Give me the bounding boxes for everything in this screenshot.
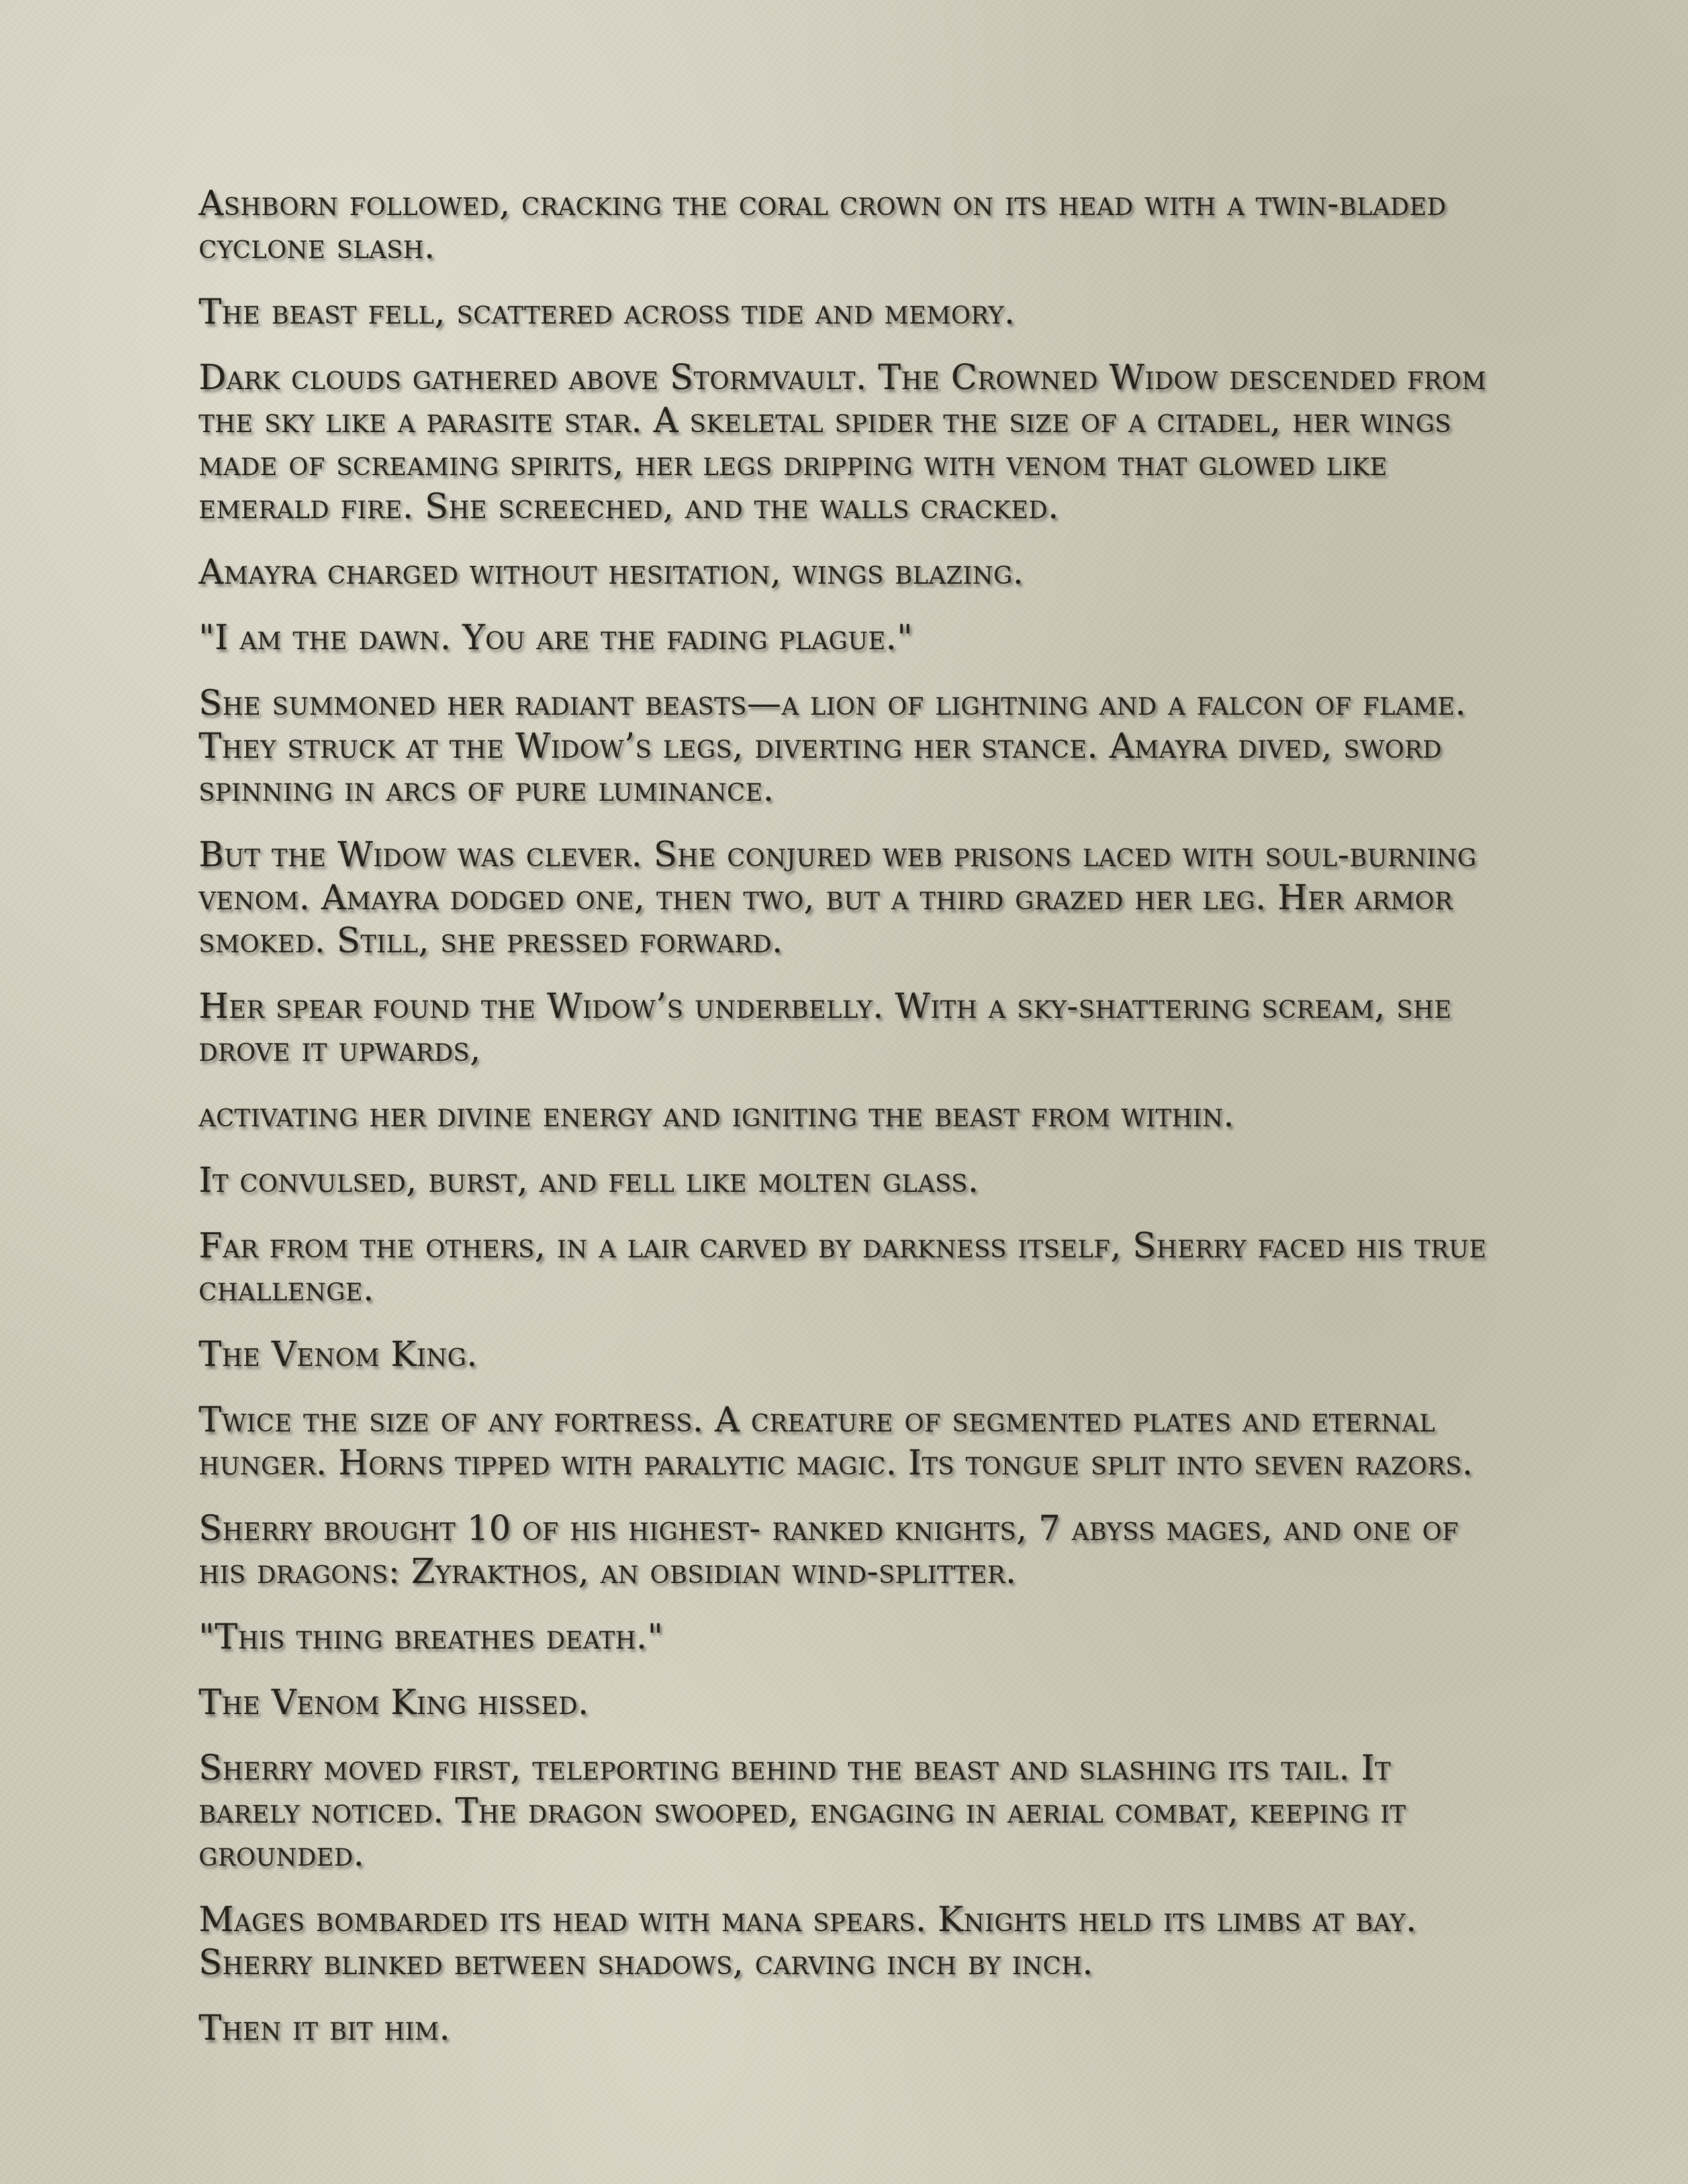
paragraph-venom-king-description: Twice the size of any fortress. A creature of segmented plates and eternal hunger. Horns tipped with paralytic magic. Its tongue split into seven razors. bbox=[199, 1400, 1474, 1483]
paragraph-crowned-widow: Dark clouds gathered above Stormvault. The Crowned Widow descended from the sky like a parasite star. A skeletal spider the size of a citadel, her wings made of screaming spirits, her legs dripping with venom that glowed like emerald fire. She screeched, and the walls cracked. bbox=[199, 358, 1487, 527]
paragraph-mages-bombard: Mages bombarded its head with mana spears. Knights held its limbs at bay. Sherry blinked between shadows, carving inch by inch. bbox=[199, 1900, 1417, 1983]
paragraph-bit-him: Then it bit him. bbox=[199, 2009, 451, 2048]
paragraph-web-prisons: But the Widow was clever. She conjured web prisons laced with soul-burning venom. Amayra dodged one, then two, but a third grazed her leg. Her armor smoked. Still, she pressed forward. bbox=[199, 835, 1477, 961]
paragraph-sherry-forces: Sherry brought 10 of his highest- ranked knights, 7 abyss mages, and one of his dragons: Zyrakthos, an obsidian wind-splitter. bbox=[199, 1509, 1459, 1592]
paragraph-spear-underbelly: Her spear found the Widow’s underbelly. With a sky-shattering scream, she drove it upwards, bbox=[199, 987, 1452, 1069]
paragraph-divine-energy: activating her divine energy and igniting the beast from within. bbox=[199, 1095, 1235, 1135]
paragraph-radiant-beasts: She summoned her radiant beasts—a lion of lightning and a falcon of flame. They struck at the Widow’s legs, diverting her stance. Amayra dived, sword spinning in arcs of pure luminance. bbox=[199, 684, 1466, 809]
paragraph-amayra-charged: Amayra charged without hesitation, wings blazing. bbox=[199, 553, 1024, 592]
paragraph-molten-glass: It convulsed, burst, and fell like molten glass. bbox=[199, 1161, 979, 1201]
paragraph-beast-fell: The beast fell, scattered across tide and memory. bbox=[199, 293, 1015, 332]
paragraph-venom-king-hissed: The Venom King hissed. bbox=[199, 1683, 589, 1723]
paragraph-sherry-lair: Far from the others, in a lair carved by darkness itself, Sherry faced his true challenge. bbox=[199, 1226, 1487, 1309]
paragraph-ashborn-slash: Ashborn followed, cracking the coral crown on its head with a twin-bladed cyclone slash. bbox=[199, 184, 1446, 267]
paragraph-breathes-death-quote: "This thing breathes death." bbox=[199, 1617, 663, 1657]
paragraph-venom-king-title: The Venom King. bbox=[199, 1335, 478, 1375]
paragraph-dawn-quote: "I am the dawn. You are the fading plague." bbox=[199, 618, 913, 658]
document-page bbox=[199, 183, 1496, 2073]
paragraph-sherry-teleport: Sherry moved first, teleporting behind the beast and slashing its tail. It barely noticed. The dragon swooped, engaging in aerial combat, keeping it grounded. bbox=[199, 1749, 1406, 1874]
